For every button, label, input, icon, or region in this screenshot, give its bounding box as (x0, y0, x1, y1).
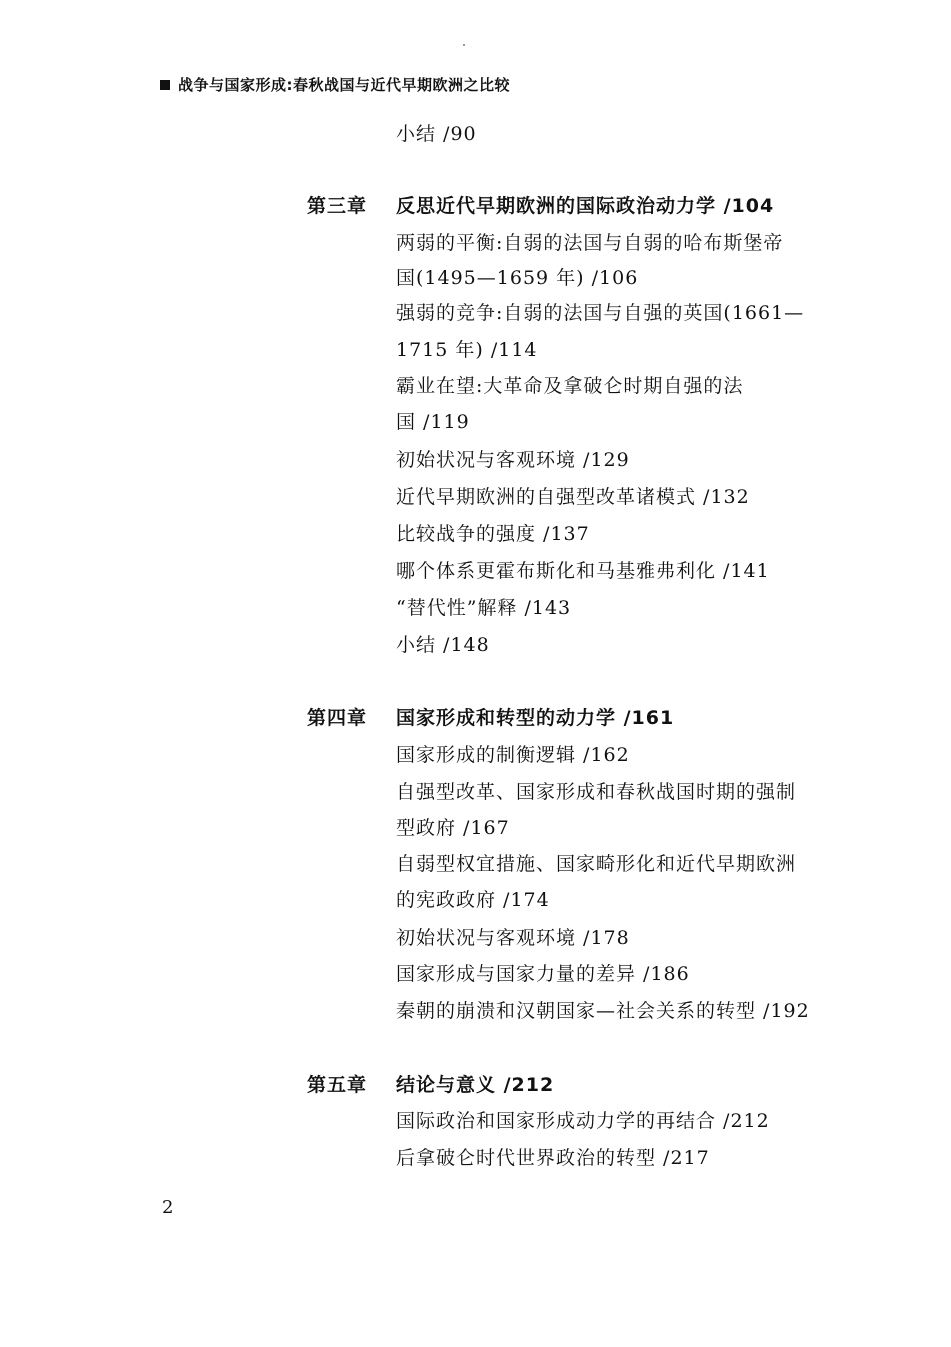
chapter-5-label: 第五章 (307, 1074, 368, 1096)
toc-entry: 比较战争的强度 /137 (396, 523, 590, 545)
toc-entry-summary-prev: 小结 /90 (396, 123, 477, 145)
toc-entry: 小结 /148 (396, 634, 490, 656)
toc-entry: 近代早期欧洲的自强型改革诸模式 /132 (396, 486, 750, 508)
running-header (160, 74, 510, 95)
page-number: 2 (162, 1197, 174, 1218)
toc-entry: 国家形成与国家力量的差异 /186 (396, 963, 690, 985)
toc-entry: 国家形成的制衡逻辑 /162 (396, 744, 630, 766)
header-square-bullet (160, 80, 170, 90)
toc-entry: “替代性”解释 /143 (396, 597, 572, 619)
toc-entry: 强弱的竞争:自弱的法国与自强的英国(1661— (396, 302, 805, 324)
toc-entry: 哪个体系更霍布斯化和马基雅弗利化 /141 (396, 560, 770, 582)
toc-entry: 霸业在望:大革命及拿破仑时期自强的法 (396, 375, 744, 397)
toc-entry: 国际政治和国家形成动力学的再结合 /212 (396, 1110, 770, 1132)
toc-entry: 型政府 /167 (396, 817, 510, 839)
toc-entry: 秦朝的崩溃和汉朝国家—社会关系的转型 /192 (396, 1000, 810, 1022)
toc-entry: 国 /119 (396, 411, 470, 433)
toc-entry: 初始状况与客观环境 /178 (396, 927, 630, 949)
chapter-3-label: 第三章 (307, 195, 368, 217)
scan-speck (463, 44, 465, 46)
chapter-5-title: 结论与意义 /212 (396, 1074, 555, 1096)
toc-entry: 1715 年) /114 (396, 339, 538, 361)
chapter-3-title: 反思近代早期欧洲的国际政治动力学 /104 (396, 195, 775, 217)
toc-entry: 的宪政政府 /174 (396, 889, 550, 911)
toc-entry: 两弱的平衡:自弱的法国与自弱的哈布斯堡帝 (396, 232, 784, 254)
toc-entry: 初始状况与客观环境 /129 (396, 449, 630, 471)
chapter-4-title: 国家形成和转型的动力学 /161 (396, 707, 675, 729)
chapter-4-label: 第四章 (307, 707, 368, 729)
running-title: 战争与国家形成:春秋战国与近代早期欧洲之比较 (178, 76, 511, 94)
toc-entry: 国(1495—1659 年) /106 (396, 267, 639, 289)
toc-entry: 自弱型权宜措施、国家畸形化和近代早期欧洲 (396, 853, 797, 875)
toc-entry: 后拿破仑时代世界政治的转型 /217 (396, 1147, 710, 1169)
toc-entry: 自强型改革、国家形成和春秋战国时期的强制 (396, 781, 797, 803)
